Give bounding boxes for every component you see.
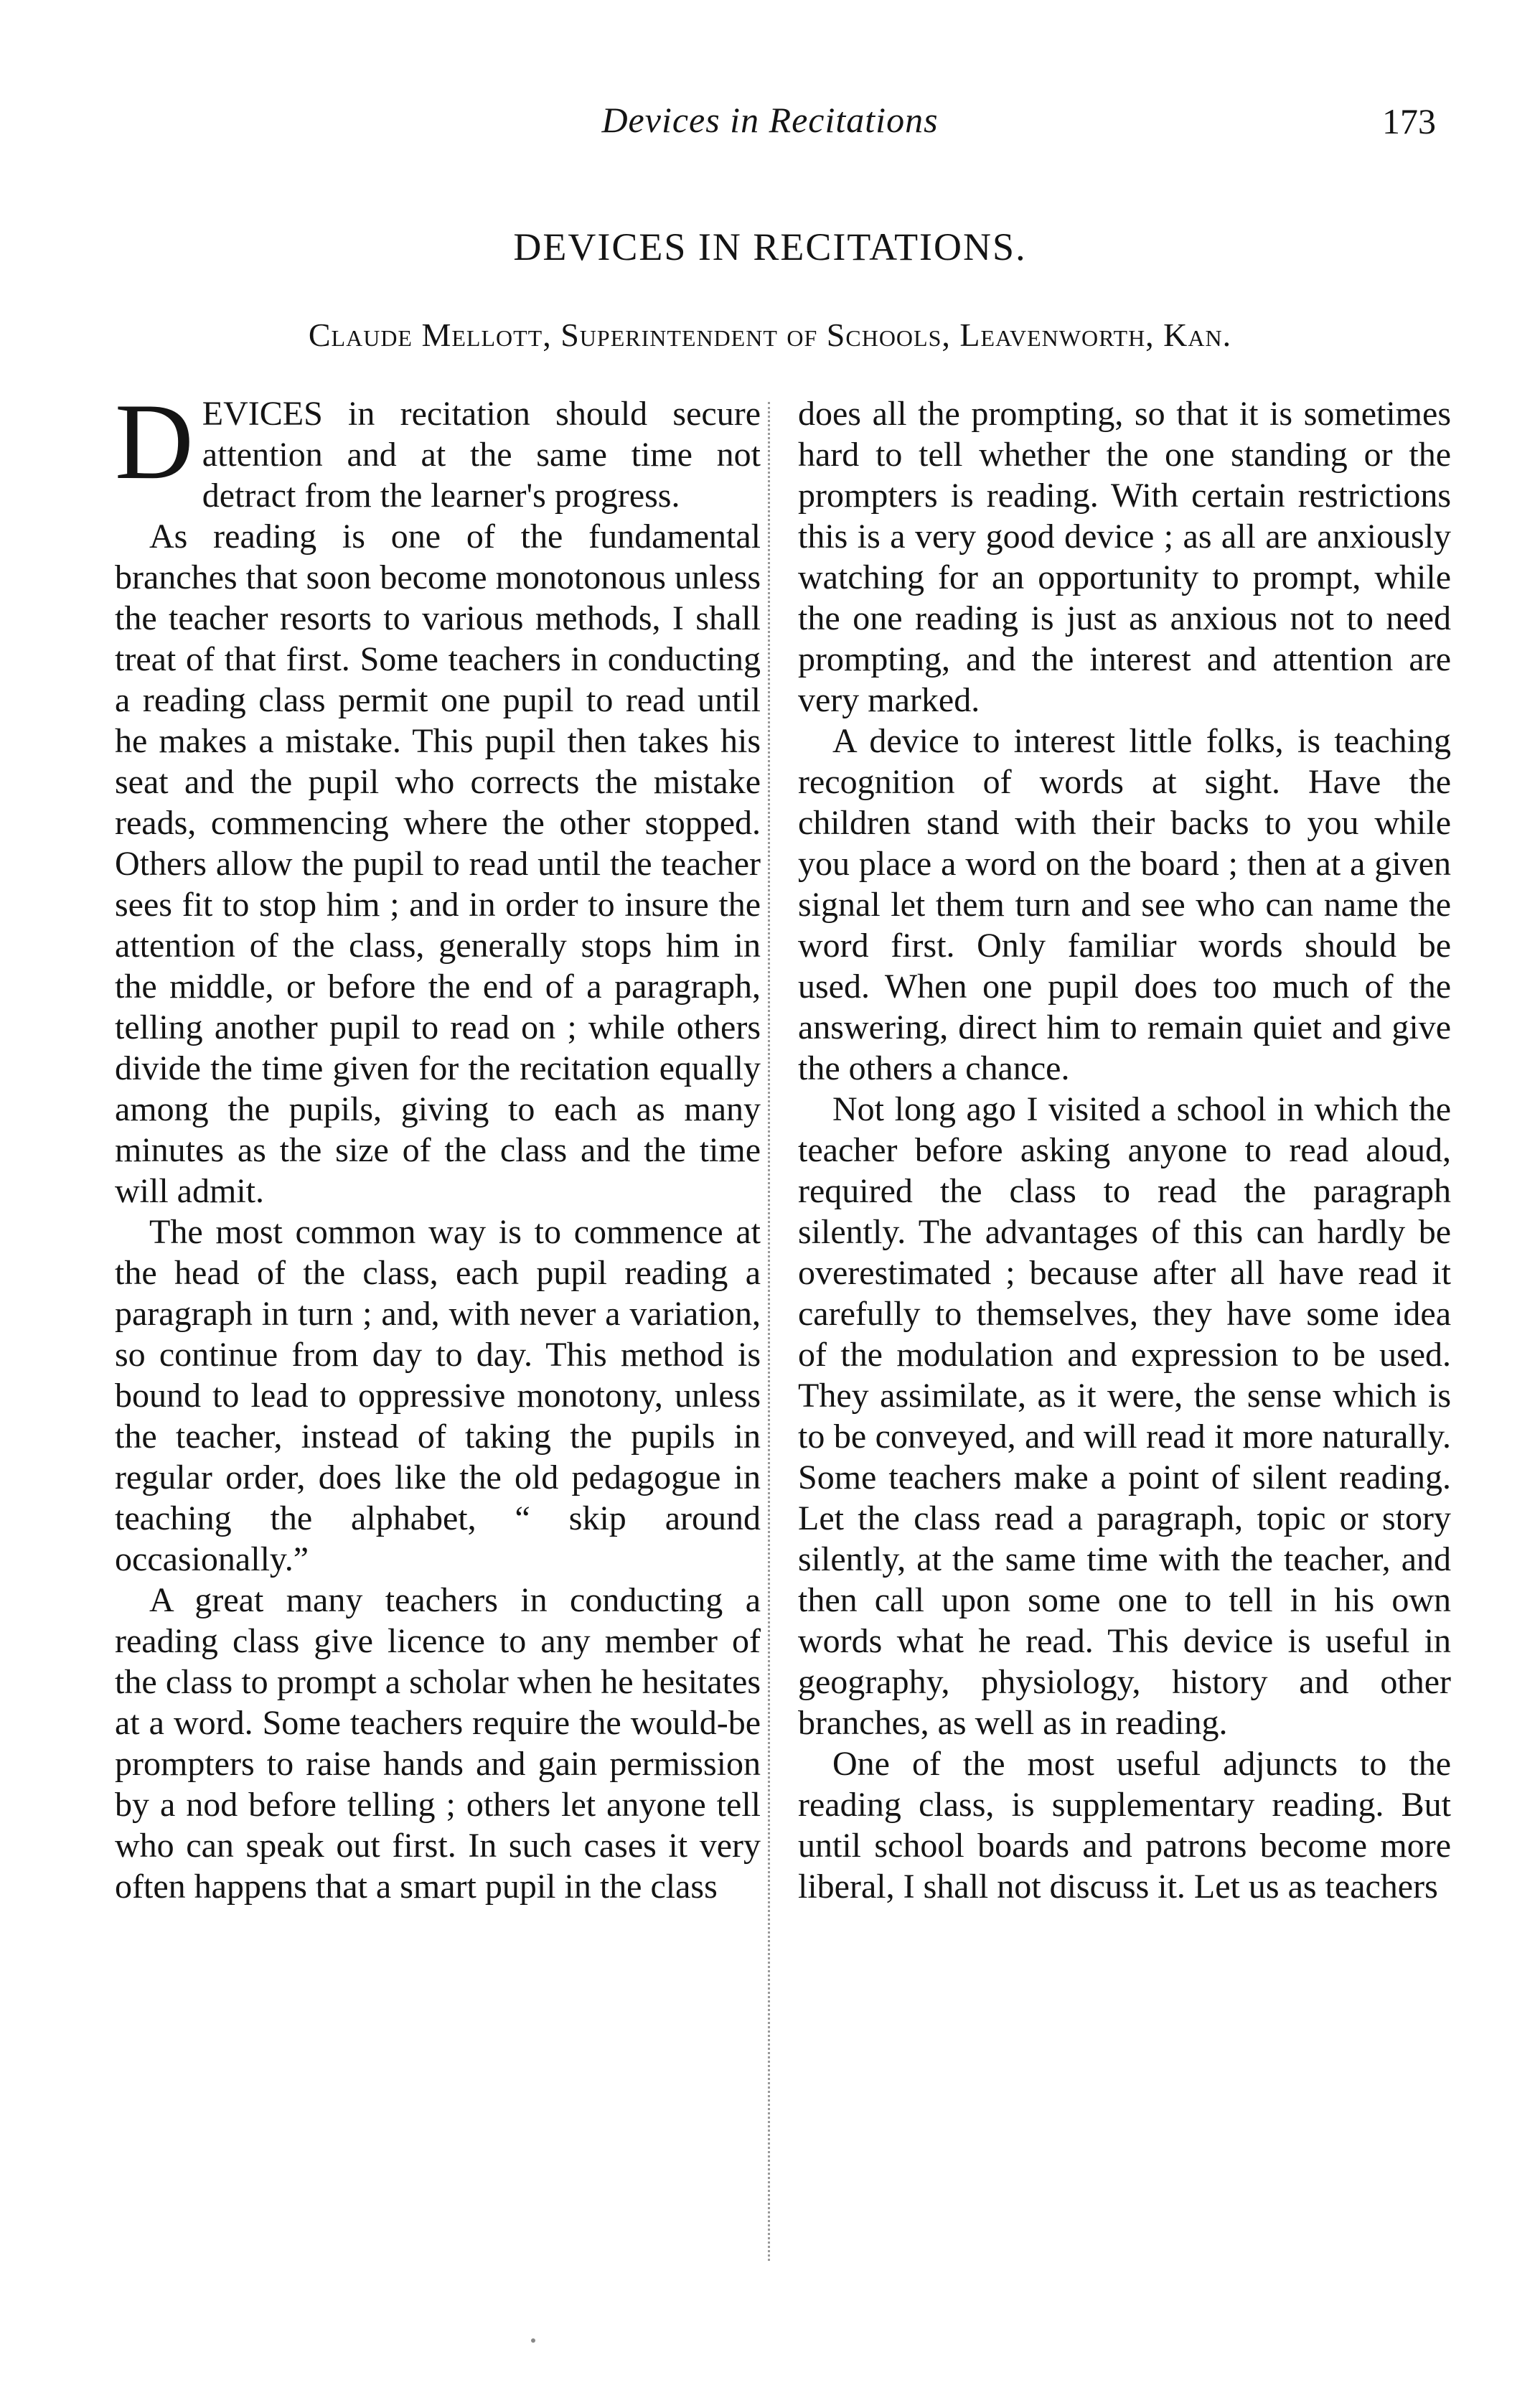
print-speck [531,2338,535,2343]
paragraph-text: EVICES in recitation should secure attention and at the same time not detract from the learner's progress. [202,395,761,515]
paragraph: As reading is one of the fundamental branches that soon become monotonous unless the teacher resorts to various methods, I shall treat of that first. Some teachers in conducting a reading class permit one pupil to read until he makes a mistake. This pupil then takes his seat and the pupil who corrects the mistake reads, commencing where the other stopped. Others allow the pupil to read until the teacher sees fit to stop him ; and in order to insure the attention of the class, generally stops him in the middle, or before the end of a paragraph, telling another pupil to read on ; while others divide the time given for the recitation equally among the pupils, giving to each as many minutes as the size of the class and the time will admit. [115,517,761,1210]
left-column [115,381,761,1907]
paragraph: A device to interest little folks, is teaching recognition of words at sight. Have the children stand with their backs to you while you place a word on the board ; then at a given signal let them turn and see who can name the word first. Only familiar words should be used. When one pupil does too much of the answering, direct him to remain quiet and give the others a chance. [798,722,1451,1087]
running-head [0,99,1540,149]
paragraph: A great many teachers in conducting a reading class give licence to any member of the class to prompt a scholar when he hesitates at a word. Some teachers require the would-be prompters to raise hands and gain permission by a nod before telling ; others let anyone tell who can speak out first. In such cases it very often happens that a smart pupil in the class [115,1581,761,1906]
byline: Claude Mellott, Superintendent of Schools, Leavenworth, Kan. [308,317,1232,353]
running-title: Devices in Recitations [601,100,939,140]
paragraph: The most common way is to commence at the head of the class, each pupil reading a paragraph in turn ; and, with never a variation, so continue from day to day. This method is bound to lead to oppressive monotony, unless the teacher, instead of taking the pupils in regular order, does like the old pedagogue in teaching the alphabet, “ skip around occasionally.” [115,1213,761,1578]
drop-cap: D [115,381,194,502]
paragraph: does all the prompting, so that it is sometimes hard to tell whether the one standing or the prompters is reading. With certain restrictions this is a very good device ; as all are anxiously watching for an opportunity to prompt, while the one reading is just as anxious not to need prompting, and the interest and attention are very marked. [798,395,1451,719]
page-number: 173 [1382,101,1436,141]
right-column [798,393,1451,1907]
paragraph: Not long ago I visited a school in which the teacher before asking anyone to read aloud, required the class to read the paragraph silently. The advantages of this can hardly be overestimated ; because after all have read it carefully to themselves, they have some idea of the modulation and expression to be used. They assimilate, as it were, the sense which is to be conveyed, and will read it more naturally. Some teachers make a point of silent reading. Let the class read a paragraph, topic or story silently, at the same time with the teacher, and then call upon some one to tell in his own words what he read. This device is useful in geography, physiology, history and other branches, as well as in reading. [798,1090,1451,1742]
paragraph: One of the most useful adjuncts to the reading class, is supplementary reading. But until school boards and patrons become more liberal, I shall not discuss it. Let us as teachers [798,1745,1451,1906]
paragraph [115,381,761,516]
article-title: DEVICES IN RECITATIONS. [513,225,1027,268]
column-divider [768,402,770,2261]
